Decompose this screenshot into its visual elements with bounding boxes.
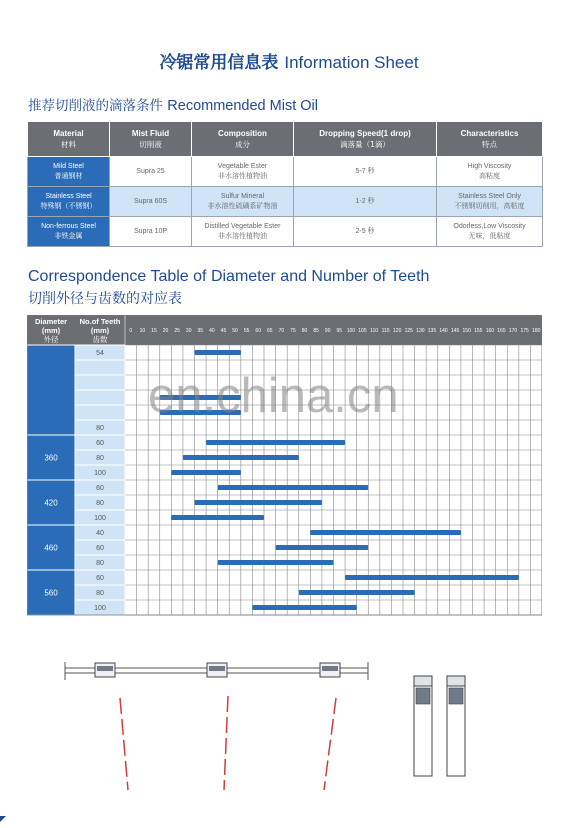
- saw-blade-drawings: [0, 640, 578, 820]
- range-bar: [171, 470, 241, 475]
- cut-line: [224, 696, 228, 790]
- speed-cell: 2-5 秒: [294, 217, 437, 247]
- header-dropping-speed: Dropping Speed(1 drop) 滴落量（1滴）: [294, 122, 437, 157]
- header-diameter-zh: 外径: [43, 335, 59, 344]
- teeth-label: 100: [94, 515, 106, 522]
- teeth-label: 60: [96, 545, 104, 552]
- range-bar: [218, 560, 334, 565]
- column-header: 170: [508, 328, 518, 334]
- range-bar: [276, 545, 369, 550]
- composition-cell: Distilled Vegetable Ester 非水溶性植物油: [192, 217, 294, 247]
- header-teeth-label: No.of Teeth: [79, 317, 121, 326]
- diameter-cell: [27, 345, 75, 435]
- teeth-label: 60: [96, 440, 104, 447]
- column-header: 50: [232, 328, 238, 334]
- header-characteristics: Characteristics 特点: [437, 122, 543, 157]
- material-cell: Stainless Steel 特殊钢（不锈钢）: [28, 187, 110, 217]
- fluid-cell: Supra 25: [110, 157, 192, 187]
- cut-line: [324, 698, 336, 790]
- mist-table-header: [28, 122, 543, 157]
- characteristics-cell: High Viscosity 高粘度: [437, 157, 543, 187]
- material-cell: Mild Steel 普通钢材: [28, 157, 110, 187]
- teeth-label: 80: [96, 560, 104, 567]
- mist-oil-section-title: 推荐切削液的滴落条件 Recommended Mist Oil: [28, 98, 318, 114]
- teeth-cell: [75, 390, 125, 405]
- header-diameter-label: Diameter: [34, 317, 68, 326]
- characteristics-cell: Stainless Steel Only 不锈钢切削用，高粘度: [437, 187, 543, 217]
- column-header: 35: [197, 328, 204, 334]
- teeth-cell: [75, 360, 125, 375]
- column-header: 45: [220, 328, 227, 334]
- column-header: 80: [301, 328, 308, 334]
- teeth-label: 60: [96, 575, 104, 582]
- teeth-section-title: Correspondence Table of Diameter and Number of Teeth 切削外径与齿数的对应表: [28, 268, 430, 307]
- teeth-label: 80: [96, 455, 104, 462]
- column-header: 155: [474, 328, 483, 334]
- table-row: [28, 187, 543, 217]
- column-header: 25: [174, 328, 180, 334]
- column-header: 180: [532, 328, 541, 334]
- cut-line: [120, 698, 128, 790]
- header-composition: Composition 成分: [192, 122, 294, 157]
- range-bar: [206, 440, 345, 445]
- column-header: 110: [370, 328, 379, 334]
- fluid-cell: Supra 10P: [110, 217, 192, 247]
- tooth-cross-section: [414, 676, 465, 776]
- blade-tooth-profile: [320, 663, 340, 677]
- column-header: 130: [416, 328, 425, 334]
- fluid-cell: Supra 60S: [110, 187, 192, 217]
- column-header: 55: [243, 328, 250, 334]
- range-bar: [183, 455, 299, 460]
- column-header: 30: [185, 328, 192, 334]
- range-bar: [252, 605, 356, 610]
- header-teeth-zh: 齿数: [92, 335, 108, 344]
- column-header: 95: [336, 328, 343, 334]
- composition-cell: Vegetable Ester 非水溶性植物油: [192, 157, 294, 187]
- column-header: 10: [139, 328, 146, 334]
- corner-mark: [0, 816, 6, 822]
- teeth-label: 100: [94, 605, 106, 612]
- column-header: 40: [209, 328, 215, 334]
- page-title: 冷锯常用信息表 Information Sheet: [159, 53, 419, 73]
- mist-oil-table: [27, 121, 543, 247]
- speed-cell: 1-2 秒: [294, 187, 437, 217]
- header-teeth-unit: (mm): [90, 326, 110, 335]
- column-header: 65: [267, 328, 273, 334]
- column-header: 140: [439, 328, 448, 334]
- range-bar: [218, 485, 369, 490]
- column-header: 70: [278, 328, 285, 334]
- teeth-label: 80: [96, 425, 104, 432]
- header-diameter-unit: (mm): [41, 326, 61, 335]
- column-header: 120: [393, 328, 402, 334]
- teeth-correspondence-table: [27, 315, 542, 617]
- range-bar: [195, 500, 322, 505]
- column-header: 75: [290, 328, 296, 334]
- diameter-label: 460: [44, 543, 58, 553]
- column-header: 165: [497, 328, 506, 334]
- blade-tooth-profile: [95, 663, 115, 677]
- column-header: 60: [255, 328, 261, 334]
- range-bar: [299, 590, 415, 595]
- header-mist-fluid: Mist Fluid 切削液: [110, 122, 192, 157]
- column-header: 125: [404, 328, 413, 334]
- column-header: 160: [485, 328, 495, 334]
- column-header: 115: [381, 328, 390, 334]
- material-cell: Non-ferrous Steel 非铁金属: [28, 217, 110, 247]
- column-header: 0: [129, 328, 133, 334]
- teeth-label: 40: [96, 530, 104, 537]
- characteristics-cell: Odorless,Low Viscosity 无味，低粘度: [437, 217, 543, 247]
- column-header: 145: [450, 328, 460, 334]
- teeth-label: 80: [96, 590, 104, 597]
- diameter-label: 360: [44, 453, 58, 463]
- column-header: 105: [358, 328, 367, 334]
- column-header: 100: [346, 328, 356, 334]
- teeth-label: 54: [96, 350, 104, 357]
- column-header: 15: [151, 328, 157, 334]
- teeth-cell: [75, 375, 125, 390]
- watermark: en.china.cn: [148, 369, 399, 423]
- teeth-label: 100: [94, 470, 106, 477]
- table-row: [28, 217, 543, 247]
- table-row: [28, 157, 543, 187]
- column-header: 150: [462, 328, 471, 334]
- range-bar: [171, 515, 264, 520]
- header-material: Material 材料: [28, 122, 110, 157]
- range-bar: [195, 350, 241, 355]
- composition-cell: Sulfur Mineral 非水溶性硫磺系矿物油: [192, 187, 294, 217]
- teeth-cell: [75, 405, 125, 420]
- blade-side-view: [65, 662, 368, 790]
- column-header: 20: [162, 328, 169, 334]
- column-header: 85: [313, 328, 319, 334]
- teeth-label: 80: [96, 500, 104, 507]
- speed-cell: 5-7 秒: [294, 157, 437, 187]
- column-header: 90: [324, 328, 331, 334]
- teeth-label: 60: [96, 485, 104, 492]
- column-header: 135: [427, 328, 437, 334]
- range-bar: [310, 530, 461, 535]
- diameter-label: 560: [44, 588, 58, 598]
- blade-tooth-profile: [207, 663, 227, 677]
- range-bar: [345, 575, 519, 580]
- column-header: 175: [520, 328, 529, 334]
- diameter-label: 420: [44, 498, 58, 508]
